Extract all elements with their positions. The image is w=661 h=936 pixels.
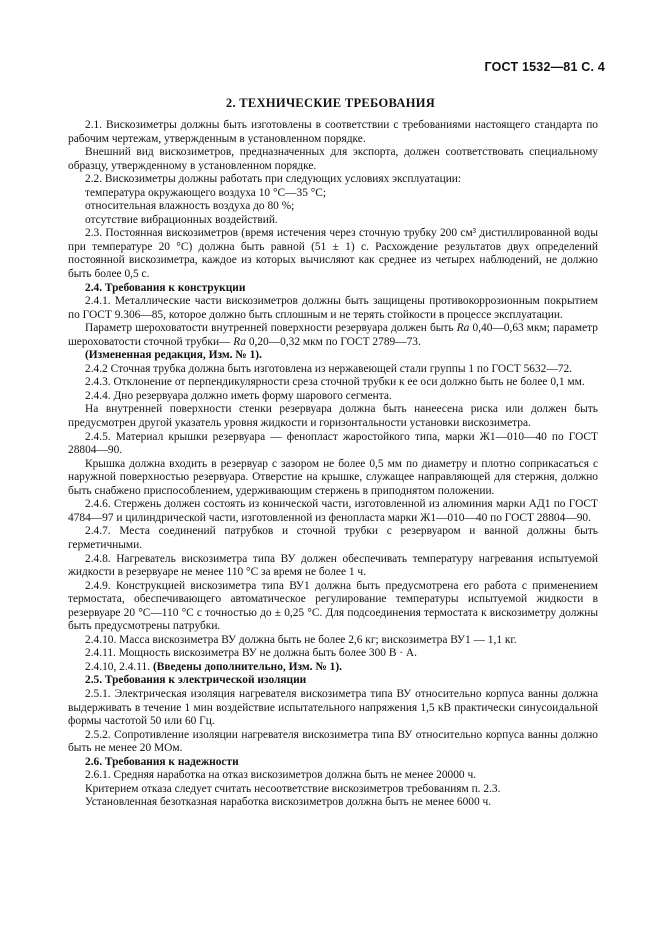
paragraph-roughness (68, 322, 598, 349)
subsection-heading: 2.6. Требования к надежности (85, 755, 239, 768)
subsection-heading: 2.5. Требования к электрической изоляции (85, 674, 307, 687)
paragraph: 2.4.9. Конструкцией вискозиметра типа ВУ1 должна быть предусмотрена его работа с применением термостата, обеспечивающего автоматическое регулирование температуры испытуемой жидкости в резервуаре 20 °С—110 °С с точностью до ± 0,25 °С. Для подсоединения термостата к вискозиметру должны быть предусмотрены патрубки. (68, 579, 598, 633)
amendment-note: (Измененная редакция, Изм. № 1). (85, 349, 262, 362)
text-run: 0,40—0,63 мкм; параметр шероховатости сточной трубки— (68, 322, 598, 348)
subsection-heading: 2.4. Требования к конструкции (85, 281, 246, 294)
paragraph: относительная влажность воздуха до 80 %; (85, 200, 295, 213)
symbol-ra: Ra (456, 322, 470, 335)
page-header: ГОСТ 1532—81 С. 4 (484, 60, 605, 74)
paragraph: 2.4.11. Мощность вискозиметра ВУ не должна быть более 300 В · А. (85, 647, 417, 660)
paragraph: 2.4.3. Отклонение от перпендикулярности среза сточной трубки к ее оси должно быть не более 0,1 мм. (85, 376, 585, 389)
document-body (68, 119, 598, 810)
paragraph: 2.5.2. Сопротивление изоляции нагревателя вискозиметра типа ВУ относительно корпуса ванны должно быть не менее 20 МОм. (68, 728, 598, 755)
paragraph: 2.4.8. Нагреватель вискозиметра типа ВУ должен обеспечивать температуру нагревания испытуемой жидкости в резервуаре не менее 110 °С за время не более 1 ч. (68, 552, 598, 579)
paragraph: 2.4.10. Масса вискозиметра ВУ должна быть не более 2,6 кг; вискозиметра ВУ1 — 1,1 кг. (85, 633, 517, 646)
paragraph: 2.4.2 Сточная трубка должна быть изготовлена из нержавеющей стали группы 1 по ГОСТ 5632—72. (85, 362, 573, 375)
paragraph: 2.1. Вискозиметры должны быть изготовлены в соответствии с требованиями настоящего стандарта по рабочим чертежам, утвержденным в установленном порядке. (68, 119, 598, 145)
paragraph: 2.3. Постоянная вискозиметров (время истечения через сточную трубку 200 см³ дистиллированной воды при температуре 20 °С) должна быть равной (51 ± 1) с. Расхождение результатов двух определений постоянной вискозиметра, каждое из которых вычисляют как среднее из четырех наблюдений, не должно быть более 0,5 с. (68, 227, 598, 281)
paragraph: На внутренней поверхности стенки резервуара должна быть нанеесена риска или должен быть предусмотрен другой указатель уровня жидкости и горизонтальности установки вискозиметра. (68, 403, 598, 430)
symbol-ra: Ra (233, 335, 246, 348)
paragraph: 2.6.1. Средняя наработка на отказ вискозиметров должна быть не менее 20000 ч. (85, 769, 477, 782)
text-run: 2.4.10, 2.4.11. (85, 660, 151, 673)
paragraph: 2.4.7. Места соединений патрубков и сточной трубки с резервуаром и ванной должны быть герметичными. (68, 525, 598, 551)
paragraph: 2.4.6. Стержень должен состоять из конической части, изготовленной из алюминия марки АД1 по ГОСТ 4784—97 и цилиндрической части, изготовленной из фенопласта марки Ж1—010—40 по ГОСТ 28804—90. (68, 498, 598, 524)
section-title: 2. ТЕХНИЧЕСКИЕ ТРЕБОВАНИЯ (225, 96, 436, 110)
amendment-label: (Введены дополнительно, Изм. № 1). (152, 660, 342, 673)
paragraph: 2.2. Вискозиметры должны работать при следующих условиях эксплуатации: (85, 173, 462, 186)
paragraph: 2.5.1. Электрическая изоляция нагревателя вискозиметра типа ВУ относительно корпуса ванны должна выдерживать в течение 1 мин воздействие испытательного напряжения 1,5 кВ практически синусоидальной формы частотой 50 или 60 Гц. (68, 687, 598, 728)
paragraph: 2.4.1. Металлические части вискозиметров должны быть защищены противокоррозионным покрытием по ГОСТ 9.306—85, которое должно быть сплошным и не терять стойкости в процессе эксплуатации. (68, 295, 598, 321)
amendment-note (68, 661, 598, 675)
paragraph: 2.4.5. Материал крышки резервуара — фенопласт жаростойкого типа, марки Ж1—010—40 по ГОСТ 28804—90. (68, 430, 598, 457)
paragraph: отсутствие вибрационных воздействий. (85, 213, 278, 226)
text-run: Параметр шероховатости внутренней поверхности резервуара должен быть (85, 322, 454, 335)
paragraph: Внешний вид вискозиметров, предназначенных для экспорта, должен соответствовать специальному образцу, утвержденному в установленном порядке. (68, 146, 598, 172)
paragraph: Установленная безотказная наработка вискозиметров должна быть не менее 6000 ч. (85, 796, 492, 809)
paragraph: температура окружающего воздуха 10 °С—35 °С; (85, 186, 327, 199)
text-run: 0,20—0,32 мкм по ГОСТ 2789—73. (248, 335, 421, 348)
paragraph: Крышка должна входить в резервуар с зазором не более 0,5 мм по диаметру и плотно соприкасаться с наружной поверхностью резервуара. Отверстие на крышке, служащее направляющей для стержня, должно быть снабжено приспособлением, удерживающим стержень в приподнятом положении. (68, 457, 598, 497)
paragraph: 2.4.4. Дно резервуара должно иметь форму шарового сегмента. (85, 389, 392, 402)
paragraph: Критерием отказа следует считать несоответствие вискозиметров требованиям п. 2.3. (85, 782, 501, 795)
